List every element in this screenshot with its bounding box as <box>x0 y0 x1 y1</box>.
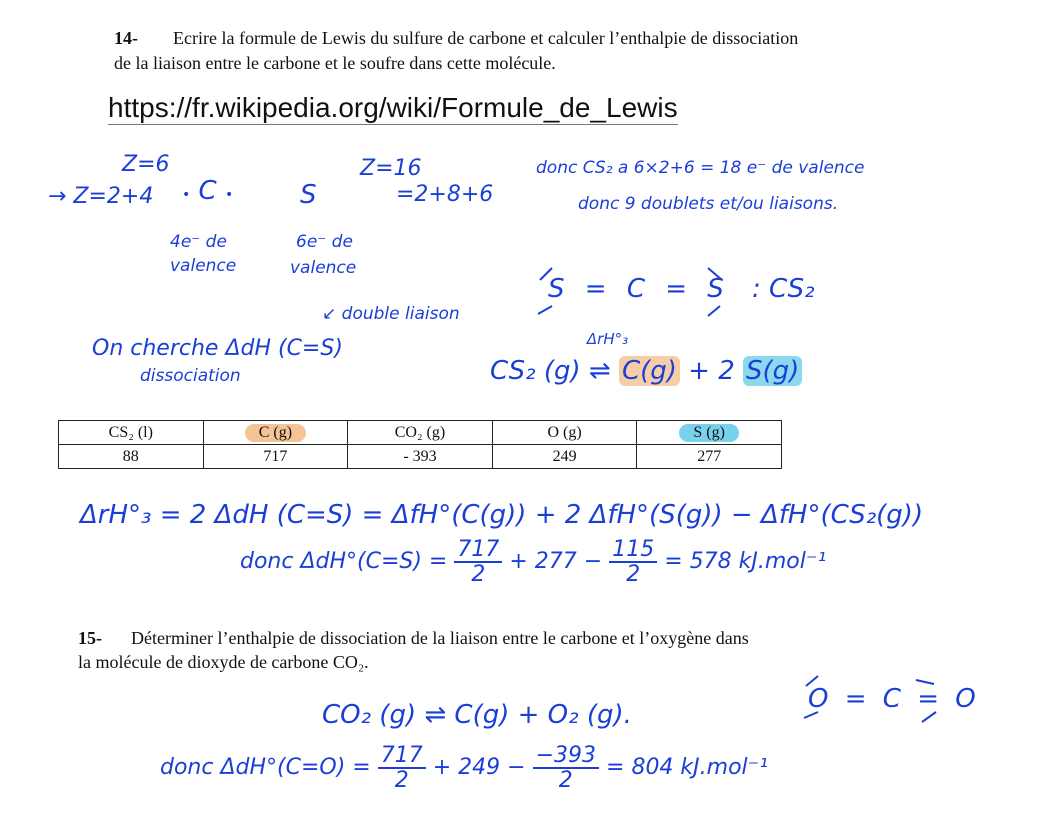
reaction-plus: + 2 <box>688 356 735 386</box>
fraction <box>533 744 599 792</box>
table-cell: 717 <box>203 445 348 469</box>
fraction-denominator: 2 <box>394 768 409 794</box>
table-header-highlight: S (g) <box>679 424 739 442</box>
double-bond-label: double liaison <box>341 304 460 324</box>
q15-equation <box>160 744 768 792</box>
sulfur-valence-2: valence <box>290 258 357 278</box>
carbon-symbol: C <box>198 176 217 206</box>
table-header: O (g) <box>492 421 637 445</box>
double-bond-note <box>322 304 460 324</box>
q15-prefix: donc ΔdH°(C=O) = <box>160 755 371 781</box>
sulfur-symbol: S <box>300 180 317 210</box>
carbon-dot-left: • <box>182 187 191 203</box>
sulfur-valence: 6e⁻ de <box>296 232 353 252</box>
table-header-row <box>59 421 782 445</box>
question-14 <box>114 26 798 50</box>
q15-result: = 804 kJ.mol⁻¹ <box>606 755 769 781</box>
table-header: CS₂ (l) <box>59 421 204 445</box>
fraction-denominator: 2 <box>471 562 486 588</box>
fraction <box>609 538 657 586</box>
table-header-highlight: C (g) <box>245 424 306 442</box>
equation-2 <box>240 538 826 586</box>
cs2-electron-count: donc CS₂ a 6×2+6 = 18 e⁻ de valence <box>536 158 865 178</box>
fraction-numerator: −393 <box>533 744 599 769</box>
question-15-line2: la molécule de dioxyde de carbone CO₂. <box>78 652 369 672</box>
eq2-result: = 578 kJ.mol⁻¹ <box>664 549 827 575</box>
sulfur-z: Z=16 <box>360 156 422 181</box>
search-line: On cherche ΔdH (C=S) <box>92 336 343 361</box>
table-cell: 249 <box>492 445 637 469</box>
search-dissociation: dissociation <box>140 366 241 386</box>
table-header: CO₂ (g) <box>348 421 493 445</box>
question-number: 15- <box>78 628 102 648</box>
cs2-pairs: donc 9 doublets et/ou liaisons. <box>578 194 839 214</box>
lewis-co2: O = C = O <box>808 684 980 714</box>
table-header <box>203 421 348 445</box>
table-cell: - 393 <box>348 445 493 469</box>
co2-reaction: CO₂ (g) ⇌ C(g) + O₂ (g). <box>322 700 632 730</box>
fraction-denominator: 2 <box>558 768 573 794</box>
lone-pair-strokes <box>530 262 730 322</box>
carbon-dot-right: • <box>224 187 234 203</box>
lewis-cs2-label: : CS₂ <box>752 274 815 304</box>
carbon-valence: 4e⁻ de <box>170 232 227 252</box>
question-number: 14- <box>114 28 138 48</box>
reaction-label: ΔrH°₃ <box>586 330 629 348</box>
eq2-prefix: donc ΔdH°(C=S) = <box>240 549 448 575</box>
sulfur-config: =2+8+6 <box>396 182 494 207</box>
co2-lone-pair-strokes <box>796 672 946 728</box>
reaction-sulfur: S(g) <box>743 356 802 386</box>
fraction <box>454 538 502 586</box>
eq2-mid: + 277 − <box>509 549 603 575</box>
fraction-numerator: 717 <box>378 744 426 769</box>
carbon-z: Z=6 <box>122 152 170 177</box>
table-header <box>637 421 782 445</box>
question-14-line2: de la liaison entre le carbone et le soufre dans cette molécule. <box>114 53 556 73</box>
table-cell: 277 <box>637 445 782 469</box>
question-15 <box>78 626 749 650</box>
reaction-arrow: ⇌ <box>588 356 611 386</box>
wikipedia-link[interactable]: https://fr.wikipedia.org/wiki/Formule_de_Lewis <box>108 92 678 123</box>
down-arrow-icon: ↙ <box>322 304 337 324</box>
question-text-line1: Ecrire la formule de Lewis du sulfure de carbone et calculer l’enthalpie de dissociation <box>173 28 799 48</box>
equation-1: ΔrH°₃ = 2 ΔdH (C=S) = ΔfH°(C(g)) + 2 ΔfH°(S(g)) − ΔfH°(CS₂(g)) <box>80 500 924 530</box>
carbon-valence-2: valence <box>170 256 237 276</box>
fraction-denominator: 2 <box>626 562 641 588</box>
lewis-cs2: S = C = S <box>548 274 730 304</box>
fraction-numerator: 717 <box>454 538 502 563</box>
reaction-reactant: CS₂ (g) <box>490 356 581 386</box>
fraction <box>378 744 426 792</box>
table-cell: 88 <box>59 445 204 469</box>
q15-mid: + 249 − <box>432 755 526 781</box>
question-text-line1: Déterminer l’enthalpie de dissociation de la liaison entre le carbone et l’oxygène dans <box>131 628 749 648</box>
fraction-numerator: 115 <box>609 538 657 563</box>
carbon-lewis <box>182 176 233 206</box>
enthalpy-table <box>58 420 782 469</box>
table-row <box>59 445 782 469</box>
carbon-config: → Z=2+4 <box>48 184 154 209</box>
reaction-carbon: C(g) <box>619 356 680 386</box>
cs2-reaction <box>490 330 802 386</box>
